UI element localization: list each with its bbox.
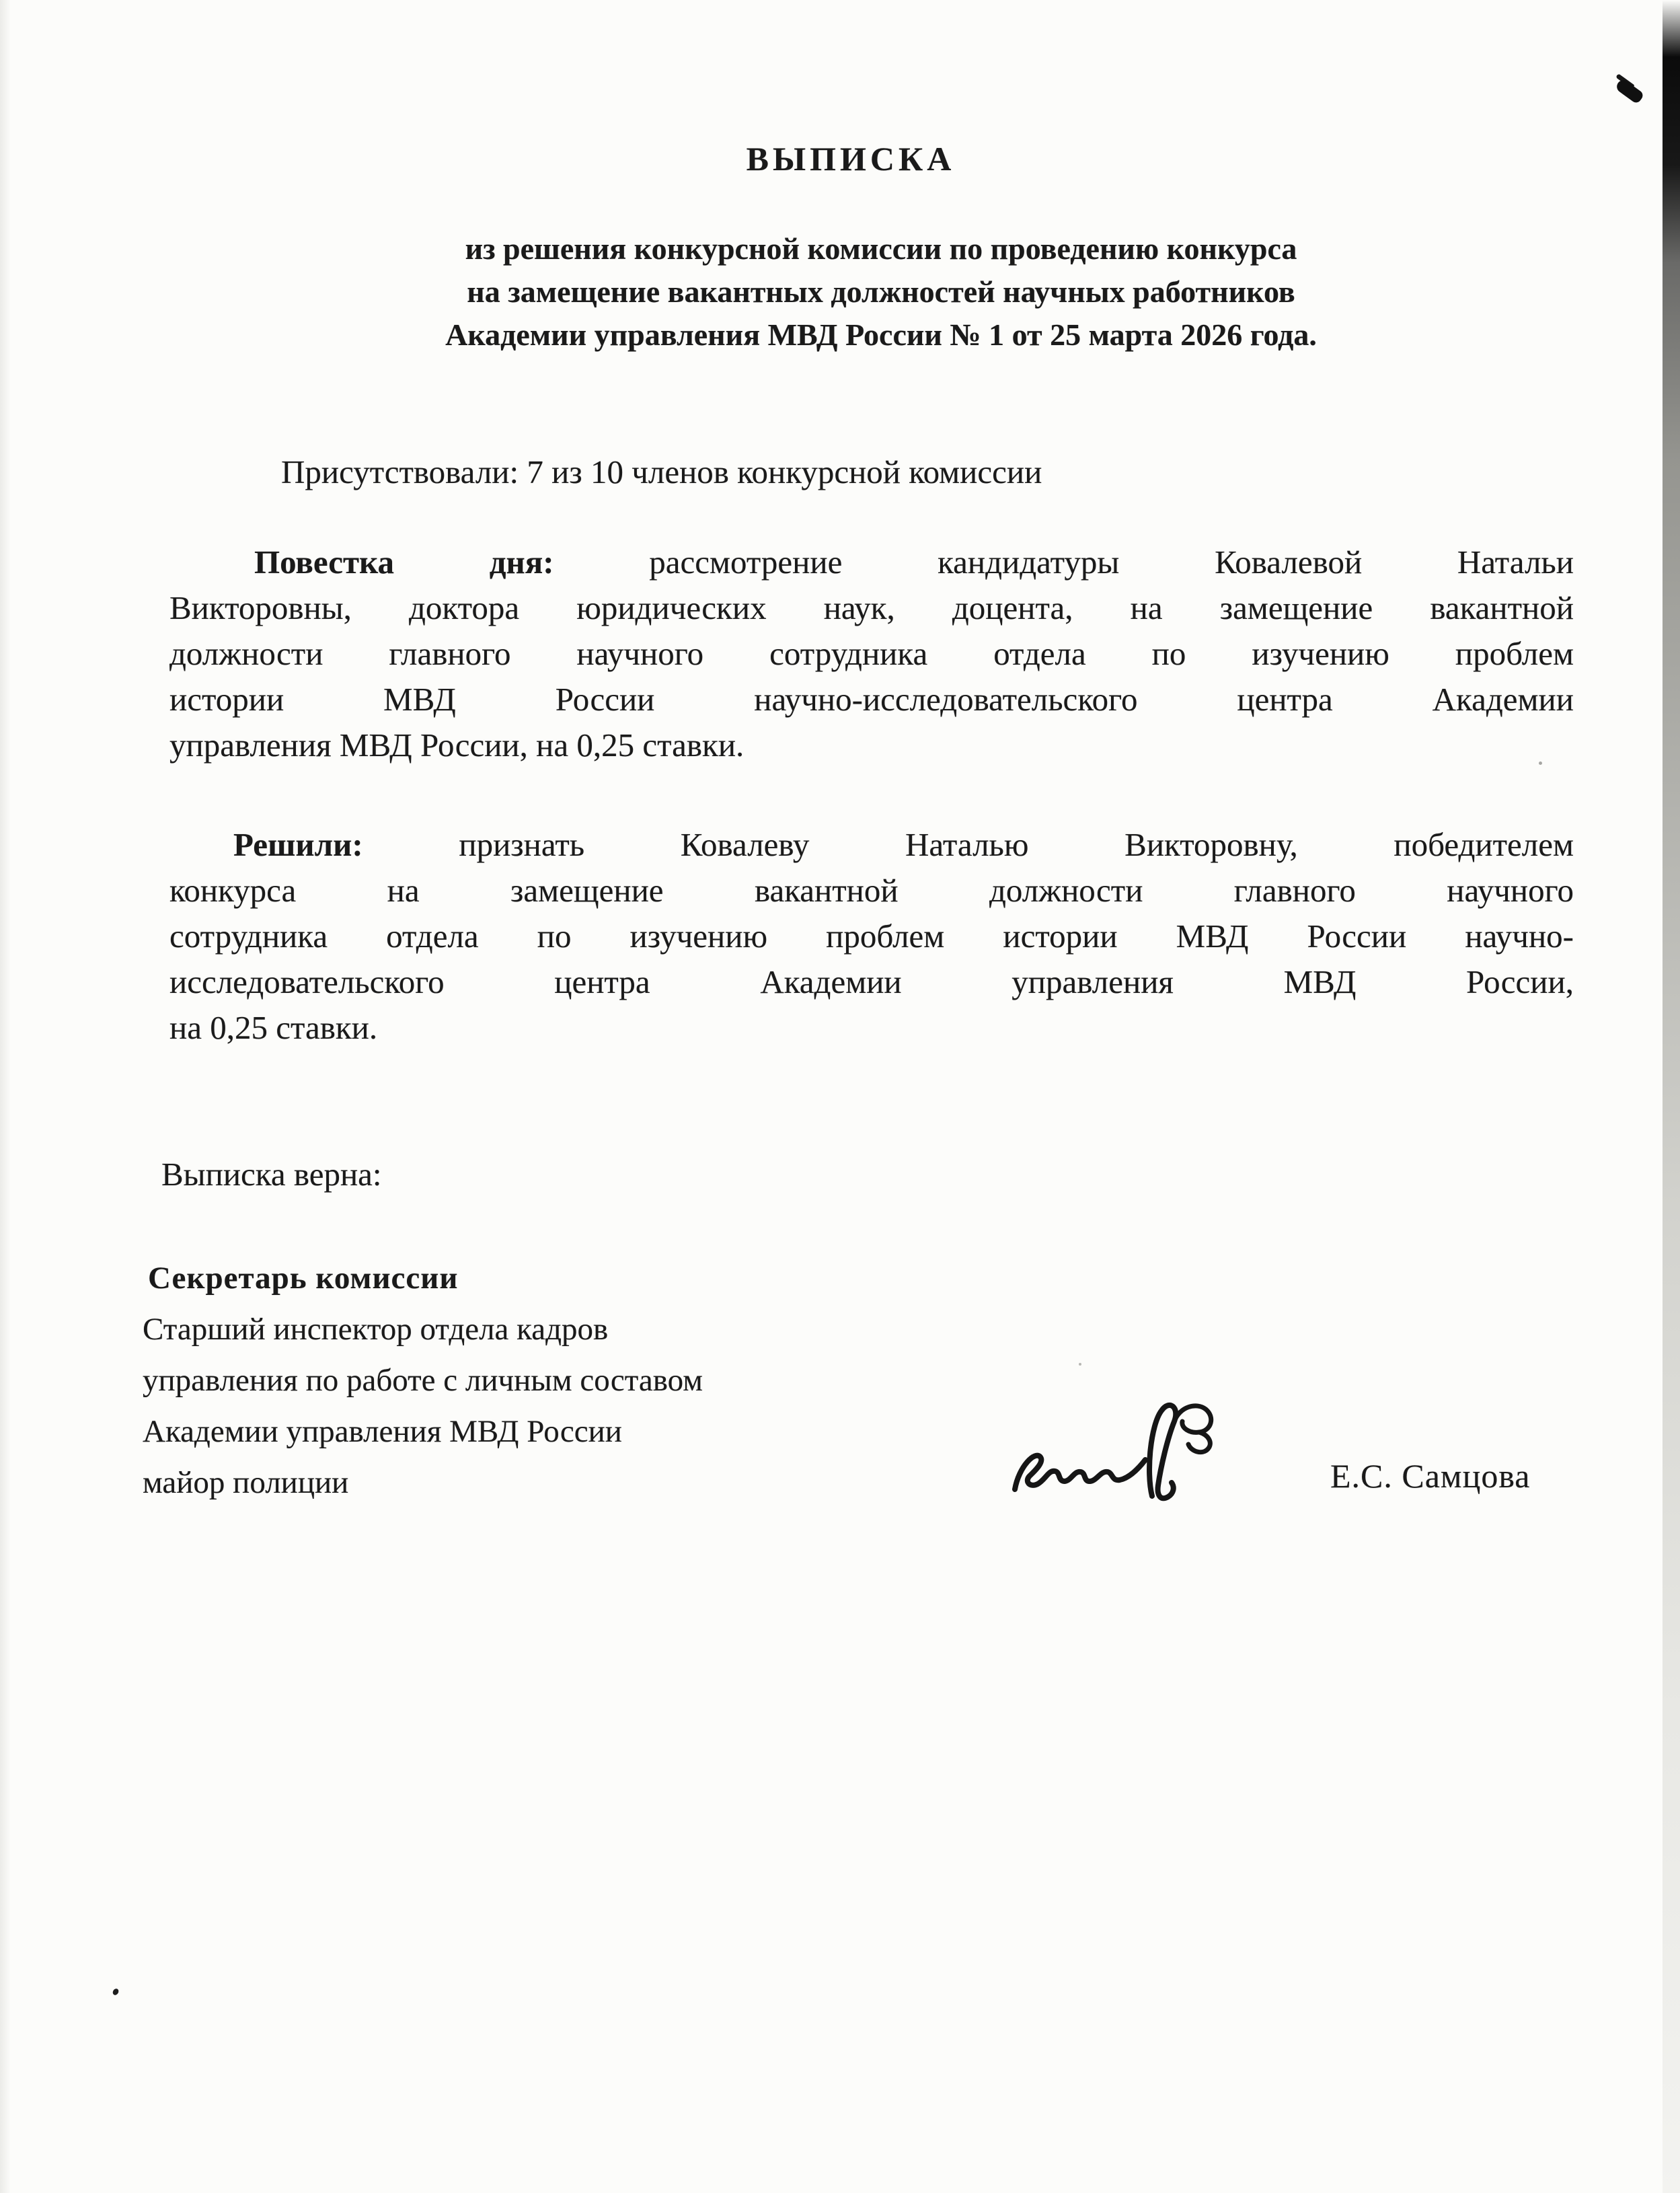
signatory-title-line: майор полиции — [143, 1465, 349, 1500]
agenda-line: должности главного научного сотрудника отдела по изучению проблем — [169, 635, 1574, 672]
handwritten-signature-icon — [1005, 1401, 1227, 1522]
decision-line — [169, 822, 1574, 868]
signatory-title-line: управления по работе с личным составом — [143, 1363, 703, 1398]
decision-line: сотрудника отдела по изучению проблем истории МВД России научно- — [169, 918, 1574, 955]
agenda-paragraph — [169, 540, 1574, 768]
signatory-title-line: Академии управления МВД России — [143, 1414, 622, 1449]
subtitle-line: из решения конкурсной комиссии по проведению конкурса — [465, 231, 1297, 266]
agenda-line-rest: рассмотрение кандидатуры Ковалевой Натальи — [553, 544, 1574, 581]
agenda-line — [169, 540, 1574, 585]
agenda-label: Повестка дня: — [254, 544, 554, 581]
decision-line-rest: признать Ковалеву Наталью Викторовну, победителем — [362, 826, 1574, 863]
subtitle-line: Академии управления МВД России № 1 от 25 марта 2026 года. — [445, 318, 1317, 352]
attendance-line: Присутствовали: 7 из 10 членов конкурсной комиссии — [281, 453, 1042, 490]
scan-speck — [112, 1988, 120, 1997]
document-subtitle — [81, 227, 1680, 357]
certification-line: Выписка верна: — [161, 1156, 382, 1193]
ink-blot — [1614, 77, 1644, 104]
signatory-role: Секретарь комиссии — [148, 1261, 459, 1296]
signatory-block — [143, 1253, 1017, 1508]
agenda-line: истории МВД России научно-исследовательского центра Академии — [169, 681, 1574, 718]
decision-line: на 0,25 ставки. — [169, 1009, 378, 1046]
decision-label: Решили: — [233, 826, 363, 863]
decision-paragraph — [169, 822, 1574, 1051]
decision-line: исследовательского центра Академии управления МВД России, — [169, 963, 1574, 1000]
scan-left-edge-shading — [0, 0, 11, 2193]
agenda-line: управления МВД России, на 0,25 ставки. — [169, 727, 744, 764]
decision-line: конкурса на замещение вакантной должности главного научного — [169, 872, 1574, 909]
subtitle-line: на замещение вакантных должностей научных работников — [467, 274, 1295, 309]
agenda-line: Викторовны, доктора юридических наук, доцента, на замещение вакантной — [169, 589, 1574, 626]
document-title: ВЫПИСКА — [746, 140, 956, 178]
scan-speck — [1079, 1363, 1081, 1366]
signatory-name: Е.С. Самцова — [1330, 1457, 1531, 1495]
signatory-title-line: Старший инспектор отдела кадров — [143, 1312, 609, 1347]
